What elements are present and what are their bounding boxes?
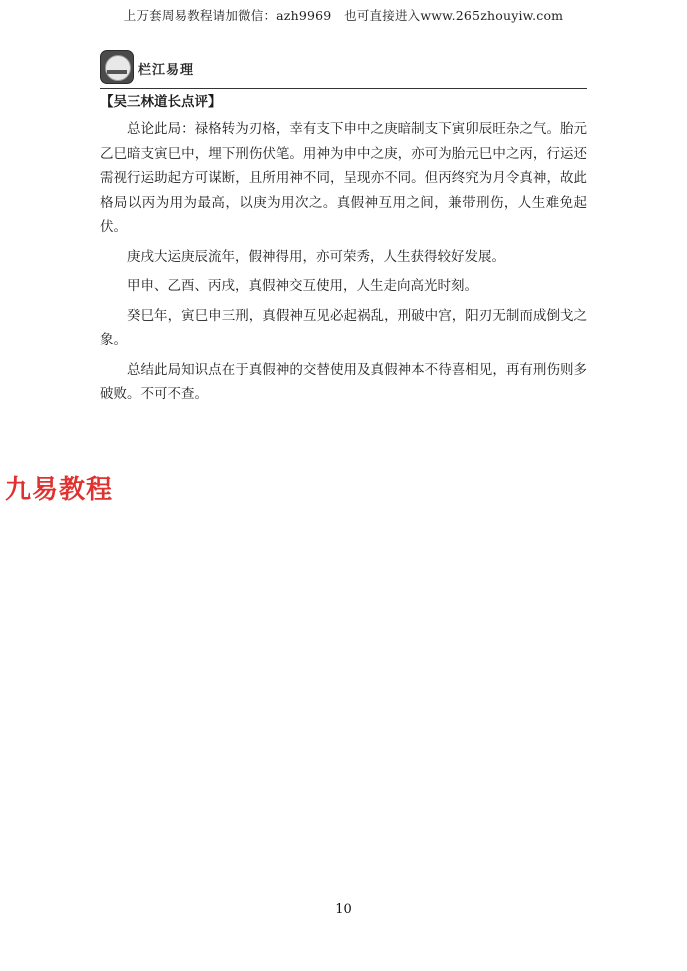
logo-band <box>107 70 127 74</box>
paragraph-conclusion: 总结此局知识点在于真假神的交替使用及真假神本不待喜相见，再有刑伤则多破败。不可不查。 <box>100 361 587 402</box>
paragraph-guisi: 癸巳年，寅巳申三刑，真假神互见必起祸乱，刑破中宫，阳刃无制而成倒戈之象。 <box>100 307 587 348</box>
logo-mark <box>109 59 125 69</box>
paragraph-jiashen: 甲申、乙酉、丙戌，真假神交互使用，人生走向高光时刻。 <box>127 278 478 294</box>
red-stamp-text: 九易教程 <box>5 475 114 505</box>
paragraph-gengxu: 庚戌大运庚辰流年，假神得用，亦可荣秀，人生获得较好发展。 <box>127 248 505 265</box>
page-number: 10 <box>335 902 352 917</box>
seal-logo-icon <box>100 50 134 84</box>
top-watermark-text: 上万套周易教程请加微信：azh9969 也可直接进入www.265zhouyiw.com <box>123 8 564 23</box>
page-header <box>100 50 590 88</box>
header-divider <box>100 88 587 89</box>
main-content <box>100 92 587 412</box>
section-title: 【吴三林道长点评】 <box>100 94 222 110</box>
brand-title: 栏江易理 <box>138 63 195 78</box>
paragraph-summary: 总论此局：禄格转为刃格，幸有支下申中之庚暗制支下寅卯辰旺杂之气。胎元乙巳暗支寅巳中，埋下刑伤伏笔。用神为申中之庚，亦可为胎元巳中之丙，行运还需视行运助起方可谋断，且所用神不同，呈现亦不同。但丙终究为月令真神，故此格局以丙为用为最高，以庚为用次之。真假神互用之间，兼带刑伤，人生难免起伏。 <box>100 121 587 235</box>
